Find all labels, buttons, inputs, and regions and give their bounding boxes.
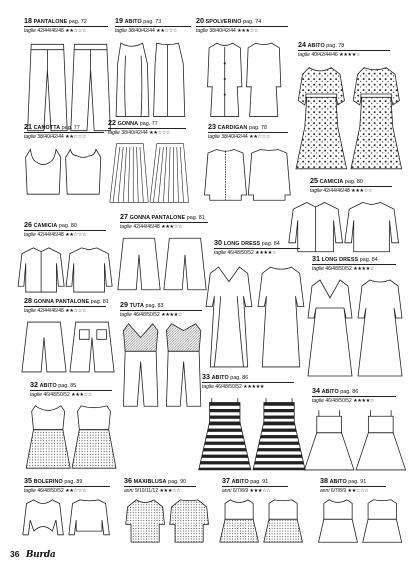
size-line: taglie 38/40/42/44 ★★☆☆☆ bbox=[24, 132, 104, 140]
size-line: anni 6/7/8/9 ★★☆☆☆ bbox=[320, 486, 386, 494]
pattern-item-30[interactable] bbox=[214, 240, 300, 256]
item-header: 35 BOLERINO pag. 89 bbox=[24, 476, 83, 485]
pants-illustration bbox=[24, 40, 114, 135]
item-header: 25 CAMICIA pag. 80 bbox=[310, 176, 363, 185]
item-header: 37 ABITO pag. 91 bbox=[222, 476, 269, 485]
pattern-item-29[interactable] bbox=[120, 302, 202, 318]
size-line: taglie 42/44/46/48 ★★☆☆☆ bbox=[24, 230, 106, 238]
item-header: 32 ABITO pag. 85 bbox=[30, 380, 77, 389]
jumpsuit-illustration bbox=[118, 322, 208, 408]
maxi-blouse-illustration bbox=[124, 498, 212, 544]
pattern-item-18[interactable] bbox=[24, 18, 108, 34]
item-header: 31 LONG DRESS pag. 84 bbox=[312, 254, 378, 263]
size-line: taglie 40/42/44/46 ★★★★☆ bbox=[298, 50, 390, 58]
culottes-illustration bbox=[116, 236, 208, 292]
short-dress-illustration bbox=[26, 404, 118, 470]
item-header: 20 SPOLVERINO pag. 74 bbox=[196, 16, 262, 25]
shirt-illustration bbox=[20, 244, 116, 294]
pattern-item-32[interactable] bbox=[30, 382, 112, 398]
striped-dress-illustration bbox=[198, 396, 308, 472]
size-line: taglie 46/48/50/52 ★★★★☆ bbox=[312, 264, 396, 272]
pattern-item-34[interactable] bbox=[312, 388, 396, 404]
page-number: 36 bbox=[10, 549, 20, 559]
size-line: taglie 42/44/46/48 ★★★☆☆ bbox=[120, 222, 208, 230]
pattern-item-23[interactable] bbox=[208, 124, 288, 140]
item-header: 30 LONG DRESS pag. 84 bbox=[214, 238, 280, 247]
size-line: taglie 46/48/50/52 ★★★☆☆ bbox=[30, 390, 112, 398]
item-header: 33 ABITO pag. 86 bbox=[202, 372, 249, 381]
long-dress-illustration bbox=[304, 278, 408, 378]
pattern-item-28[interactable] bbox=[24, 298, 109, 314]
size-line: taglie 46/48/50/52 ★★☆☆☆ bbox=[24, 486, 110, 494]
pattern-item-26[interactable] bbox=[24, 222, 106, 238]
pleated-skirt-illustration bbox=[108, 142, 192, 204]
pattern-item-33[interactable] bbox=[202, 374, 294, 390]
item-header: 26 CAMICIA pag. 80 bbox=[24, 220, 77, 229]
pattern-item-22[interactable] bbox=[108, 120, 186, 136]
tank-top-illustration bbox=[24, 146, 104, 196]
print-dress-illustration bbox=[296, 60, 406, 172]
size-line: taglie 38/40/42/44 ★★☆☆☆ bbox=[108, 128, 186, 136]
pattern-item-20[interactable] bbox=[196, 18, 288, 34]
size-line: anni 9/10/11/12 ★★★☆☆ bbox=[124, 486, 196, 494]
size-line: taglie 42/44/46/48 ★★★☆☆ bbox=[310, 186, 392, 194]
long-dress-illustration bbox=[204, 262, 308, 372]
pattern-item-31[interactable] bbox=[312, 256, 396, 272]
size-line: taglie 46/48/50/52 ★★★★☆ bbox=[312, 396, 396, 404]
item-header: 27 GONNA PANTALONE pag. 81 bbox=[120, 212, 205, 221]
cardigan-illustration bbox=[206, 146, 294, 202]
coat-illustration bbox=[196, 40, 294, 118]
bolero-illustration bbox=[20, 498, 114, 544]
size-line: taglie 42/44/46/48 ★★☆☆☆ bbox=[24, 26, 108, 34]
item-header: 28 GONNA PANTALONE pag. 81 bbox=[24, 296, 109, 305]
item-header: 22 GONNA pag. 77 bbox=[108, 118, 158, 127]
size-line: taglie 46/48/50/52 ★★★★☆ bbox=[120, 310, 202, 318]
pattern-item-27[interactable] bbox=[120, 214, 208, 230]
pattern-item-35[interactable] bbox=[24, 478, 110, 494]
brand-logo: Burda bbox=[25, 550, 56, 560]
item-header: 21 CANOTTA pag. 77 bbox=[24, 122, 80, 131]
dress-illustration bbox=[112, 40, 192, 118]
size-line: taglie 42/44/46/48 ★★☆☆☆ bbox=[24, 306, 106, 314]
item-header: 24 ABITO pag. 78 bbox=[298, 40, 345, 49]
pattern-item-36[interactable] bbox=[124, 478, 196, 494]
sundress-illustration bbox=[304, 408, 408, 472]
item-header: 36 MAXIBLUSA pag. 90 bbox=[124, 476, 187, 485]
size-line: taglie 38/40/42/44 ★★★☆☆ bbox=[196, 26, 288, 34]
size-line: taglie 38/40/42/44 ★★☆☆☆ bbox=[208, 132, 288, 140]
pattern-item-25[interactable] bbox=[310, 178, 392, 194]
item-header: 34 ABITO pag. 86 bbox=[312, 386, 359, 395]
pattern-item-19[interactable] bbox=[115, 18, 191, 34]
item-header: 23 CARDIGAN pag. 78 bbox=[208, 122, 267, 131]
size-line: taglie 46/48/50/52 ★★★★☆ bbox=[214, 248, 300, 256]
size-line: taglie 38/40/42/44 ★★☆☆☆ bbox=[115, 26, 191, 34]
shirt-illustration bbox=[290, 198, 404, 254]
size-line: taglie 46/48/50/52 ★★★★★ bbox=[202, 382, 294, 390]
pattern-item-37[interactable] bbox=[222, 478, 288, 494]
pattern-item-21[interactable] bbox=[24, 124, 104, 140]
page-footer bbox=[10, 549, 55, 560]
item-header: 18 PANTALONE pag. 72 bbox=[24, 16, 87, 25]
pattern-item-24[interactable] bbox=[298, 42, 390, 58]
girls-dress-illustration bbox=[218, 498, 306, 544]
item-header: 29 TUTA pag. 83 bbox=[120, 300, 164, 309]
item-header: 38 ABITO pag. 91 bbox=[320, 476, 367, 485]
pattern-item-38[interactable] bbox=[320, 478, 386, 494]
culottes-illustration bbox=[20, 320, 116, 374]
item-header: 19 ABITO pag. 73 bbox=[115, 16, 162, 25]
girls-dress-illustration bbox=[316, 498, 406, 544]
size-line: anni 6/7/8/9 ★★★☆☆ bbox=[222, 486, 288, 494]
